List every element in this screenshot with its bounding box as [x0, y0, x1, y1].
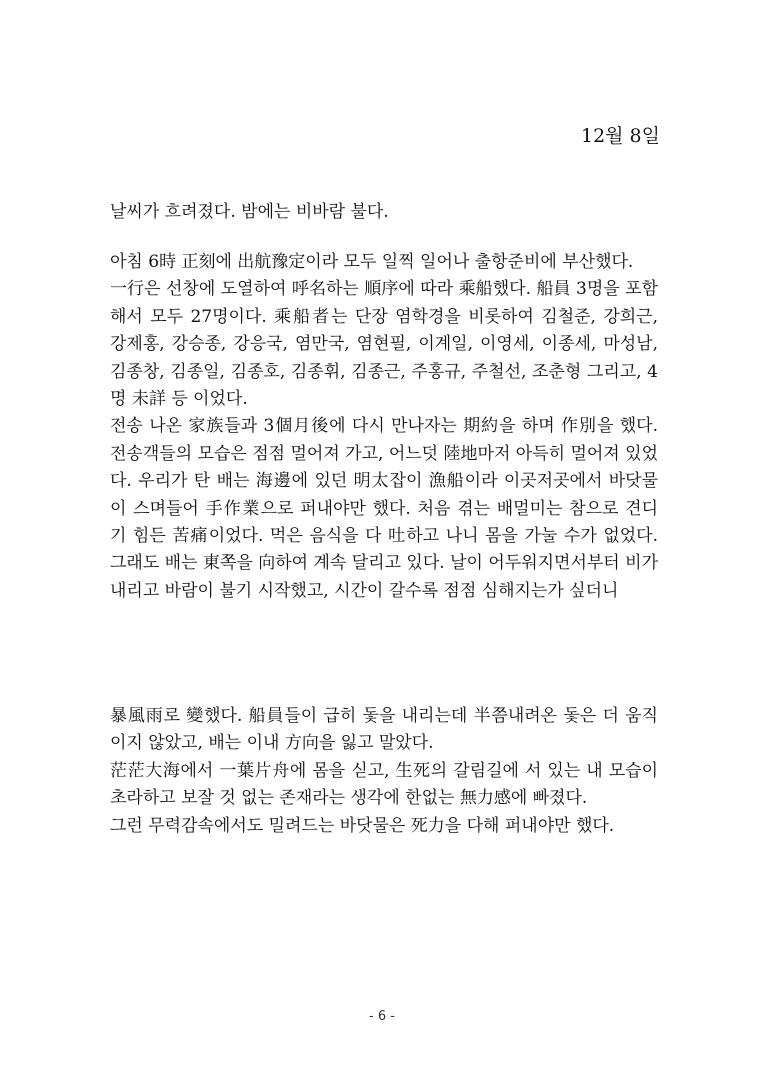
storm-text-block [110, 703, 658, 840]
weather-line: 날씨가 흐려졌다. 밤에는 비바람 불다. [110, 202, 389, 222]
page-number: - 6 - [369, 1009, 395, 1024]
diary-date: 12월 8일 [580, 125, 660, 147]
paragraph-helplessness: 茫茫大海에서 一葉片舟에 몸을 싣고, 生死의 갈림길에 서 있는 내 모습이 초라하고 보잘 것 없는 존재라는 생각에 한없는 無力感에 빠졌다. [110, 760, 658, 809]
main-text-block [110, 249, 658, 605]
paragraph-departure-prep: 아침 6時 正刻에 出航豫定이라 모두 일찍 일어나 출항준비에 부산했다. [110, 252, 634, 272]
paragraph-farewell-voyage: 전송 나온 家族들과 3個月後에 다시 만나자는 期約을 하며 作別을 했다. 전송객들의 모습은 점점 멀어져 가고, 어느덧 陸地마저 아득히 멀어져 있었다. 우리가 탄 배는 海邊에 있던 明太잡이 漁船이라 이곳저곳에서 바닷물이 스며들어 手作業으로 퍼내야만 했다. 처음 겪는 배멀미는 참으로 견디기 힘든 苦痛이었다. 먹은 음식을 다 吐하고 나니 몸을 가눌 수가 없었다. 그래도 배는 東쪽을 向하여 계속 달리고 있다. 날이 어두워지면서부터 비가내리고 바람이 불기 시작했고, 시간이 갈수록 점점 심해지는가 싶더니 [110, 416, 658, 601]
paragraph-boarding-list: 一行은 선창에 도열하여 呼名하는 順序에 따라 乘船했다. 船員 3명을 포함해서 모두 27명이다. 乘船者는 단장 염학경을 비롯하여 김철준, 강희근, 강제홍, 강승종, 강응국, 염만국, 염현필, 이계일, 이영세, 이종세, 마성남, 김종창, 김종일, 김종호, 김종휘, 김종근, 주홍규, 주철선, 조춘형 그리고, 4명 未詳 등 이었다. [110, 279, 658, 410]
paragraph-bailing-water: 그런 무력감속에서도 밀려드는 바닷물은 死力을 다해 퍼내야만 했다. [110, 815, 615, 836]
paragraph-storm: 暴風雨로 變했다. 船員들이 급히 돛을 내리는데 半쯤내려온 돛은 더 움직이지 않았고, 배는 이내 方向을 잃고 말았다. [110, 706, 658, 754]
weather-line-block [110, 199, 658, 226]
